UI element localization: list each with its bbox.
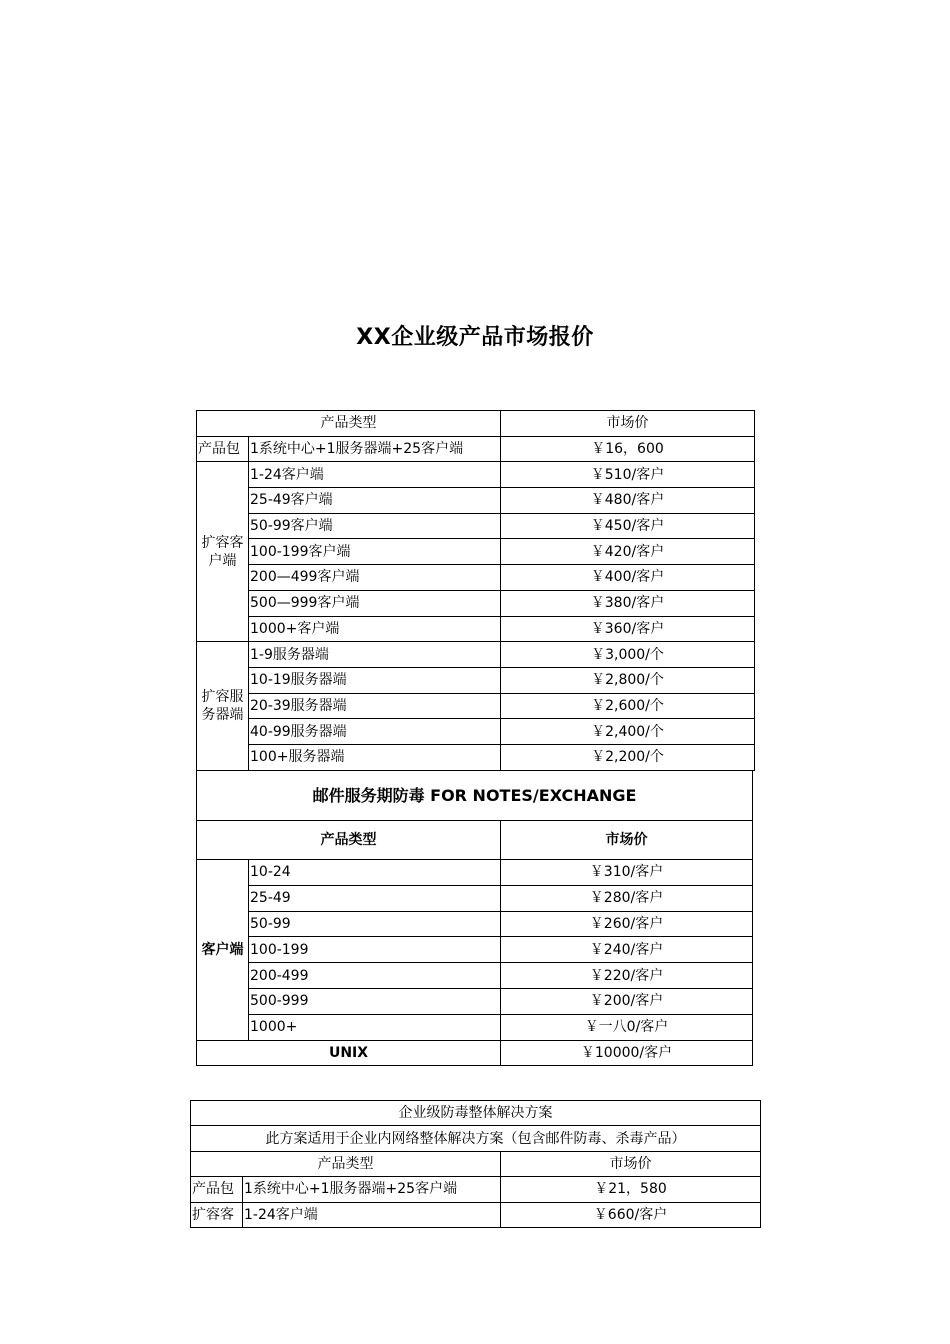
row-desc: 20-39服务器端 xyxy=(249,693,501,719)
row-label: 产品包 xyxy=(191,1177,243,1202)
row-desc: 100-199客户端 xyxy=(249,539,501,565)
row-desc: 25-49客户端 xyxy=(249,488,501,514)
table-row xyxy=(197,719,755,745)
table-row xyxy=(197,462,755,488)
row-desc: 500—999客户端 xyxy=(249,590,501,616)
table-subtitle-row xyxy=(191,1126,761,1151)
row-price: ￥2,800/个 xyxy=(501,667,755,693)
row-price: ￥2,600/个 xyxy=(501,693,755,719)
row-desc: 50-99 xyxy=(249,911,501,937)
table-row xyxy=(191,1177,761,1202)
table-header-row xyxy=(191,1151,761,1176)
header-price: 市场价 xyxy=(501,821,753,860)
row-price: ￥一八0/客户 xyxy=(501,1014,753,1040)
row-desc: 200—499客户端 xyxy=(249,565,501,591)
table-row xyxy=(197,539,755,565)
row-price: ￥2,400/个 xyxy=(501,719,755,745)
unix-label: UNIX xyxy=(197,1040,501,1066)
row-price: ￥280/客户 xyxy=(501,885,753,911)
row-desc: 500-999 xyxy=(249,988,501,1014)
row-desc: 10-24 xyxy=(249,860,501,886)
table-row xyxy=(197,513,755,539)
row-desc: 1000+客户端 xyxy=(249,616,501,642)
header-price: 市场价 xyxy=(501,411,755,437)
price-table-enterprise xyxy=(190,1100,761,1228)
row-price: ￥420/客户 xyxy=(501,539,755,565)
enterprise-table-title: 企业级防毒整体解决方案 xyxy=(191,1101,761,1126)
row-price: ￥3,000/个 xyxy=(501,642,755,668)
row-price: ￥660/客户 xyxy=(501,1202,761,1227)
header-type: 产品类型 xyxy=(197,821,501,860)
row-price: ￥260/客户 xyxy=(501,911,753,937)
table-row xyxy=(197,565,755,591)
row-price: ￥2,200/个 xyxy=(501,744,755,770)
row-price: ￥240/客户 xyxy=(501,937,753,963)
table-row xyxy=(197,488,755,514)
row-desc: 1000+ xyxy=(249,1014,501,1040)
row-price: ￥220/客户 xyxy=(501,963,753,989)
table-row xyxy=(197,642,755,668)
header-type: 产品类型 xyxy=(191,1151,501,1176)
table-title-row xyxy=(197,771,753,821)
unix-price: ￥10000/客户 xyxy=(501,1040,753,1066)
header-type: 产品类型 xyxy=(197,411,501,437)
price-table-mail xyxy=(196,770,753,1066)
row-price: ￥480/客户 xyxy=(501,488,755,514)
row-desc: 10-19服务器端 xyxy=(249,667,501,693)
row-label: 扩容客 xyxy=(191,1202,243,1227)
table-row xyxy=(197,860,753,886)
row-desc: 100-199 xyxy=(249,937,501,963)
row-desc: 100+服务器端 xyxy=(249,744,501,770)
table-row xyxy=(197,744,755,770)
table-row xyxy=(197,1040,753,1066)
row-price: ￥200/客户 xyxy=(501,988,753,1014)
table-row xyxy=(197,885,753,911)
row-desc: 1-24客户端 xyxy=(243,1202,501,1227)
row-label: 产品包 xyxy=(197,436,249,462)
table-row xyxy=(197,937,753,963)
group-label-client: 客户端 xyxy=(197,860,249,1041)
table-row xyxy=(197,436,755,462)
table-row xyxy=(197,911,753,937)
row-desc: 25-49 xyxy=(249,885,501,911)
table-row xyxy=(191,1202,761,1227)
row-price: ￥400/客户 xyxy=(501,565,755,591)
page-title: XX企业级产品市场报价 xyxy=(356,325,594,350)
table-row xyxy=(197,590,755,616)
group-label-client: 扩容客户端 xyxy=(197,462,249,642)
table-header-row xyxy=(197,821,753,860)
table-header-row xyxy=(197,411,755,437)
row-price: ￥450/客户 xyxy=(501,513,755,539)
row-desc: 1系统中心+1服务器端+25客户端 xyxy=(249,436,501,462)
row-price: ￥360/客户 xyxy=(501,616,755,642)
mail-table-title: 邮件服务期防毒 FOR NOTES/EXCHANGE xyxy=(197,771,753,821)
row-price: ￥510/客户 xyxy=(501,462,755,488)
row-price: ￥16，600 xyxy=(501,436,755,462)
header-price: 市场价 xyxy=(501,1151,761,1176)
table-row xyxy=(197,616,755,642)
row-desc: 40-99服务器端 xyxy=(249,719,501,745)
row-desc: 50-99客户端 xyxy=(249,513,501,539)
row-desc: 1系统中心+1服务器端+25客户端 xyxy=(243,1177,501,1202)
table-title-row xyxy=(191,1101,761,1126)
row-desc: 200-499 xyxy=(249,963,501,989)
row-price: ￥21，580 xyxy=(501,1177,761,1202)
row-desc: 1-9服务器端 xyxy=(249,642,501,668)
group-label-server: 扩容服务器端 xyxy=(197,642,249,770)
price-table-main xyxy=(196,410,755,771)
table-row xyxy=(197,667,755,693)
table-row xyxy=(197,988,753,1014)
table-row xyxy=(197,693,755,719)
row-price: ￥310/客户 xyxy=(501,860,753,886)
table-row xyxy=(197,1014,753,1040)
table-row xyxy=(197,963,753,989)
row-desc: 1-24客户端 xyxy=(249,462,501,488)
row-price: ￥380/客户 xyxy=(501,590,755,616)
enterprise-table-subtitle: 此方案适用于企业内网络整体解决方案（包含邮件防毒、杀毒产品） xyxy=(191,1126,761,1151)
